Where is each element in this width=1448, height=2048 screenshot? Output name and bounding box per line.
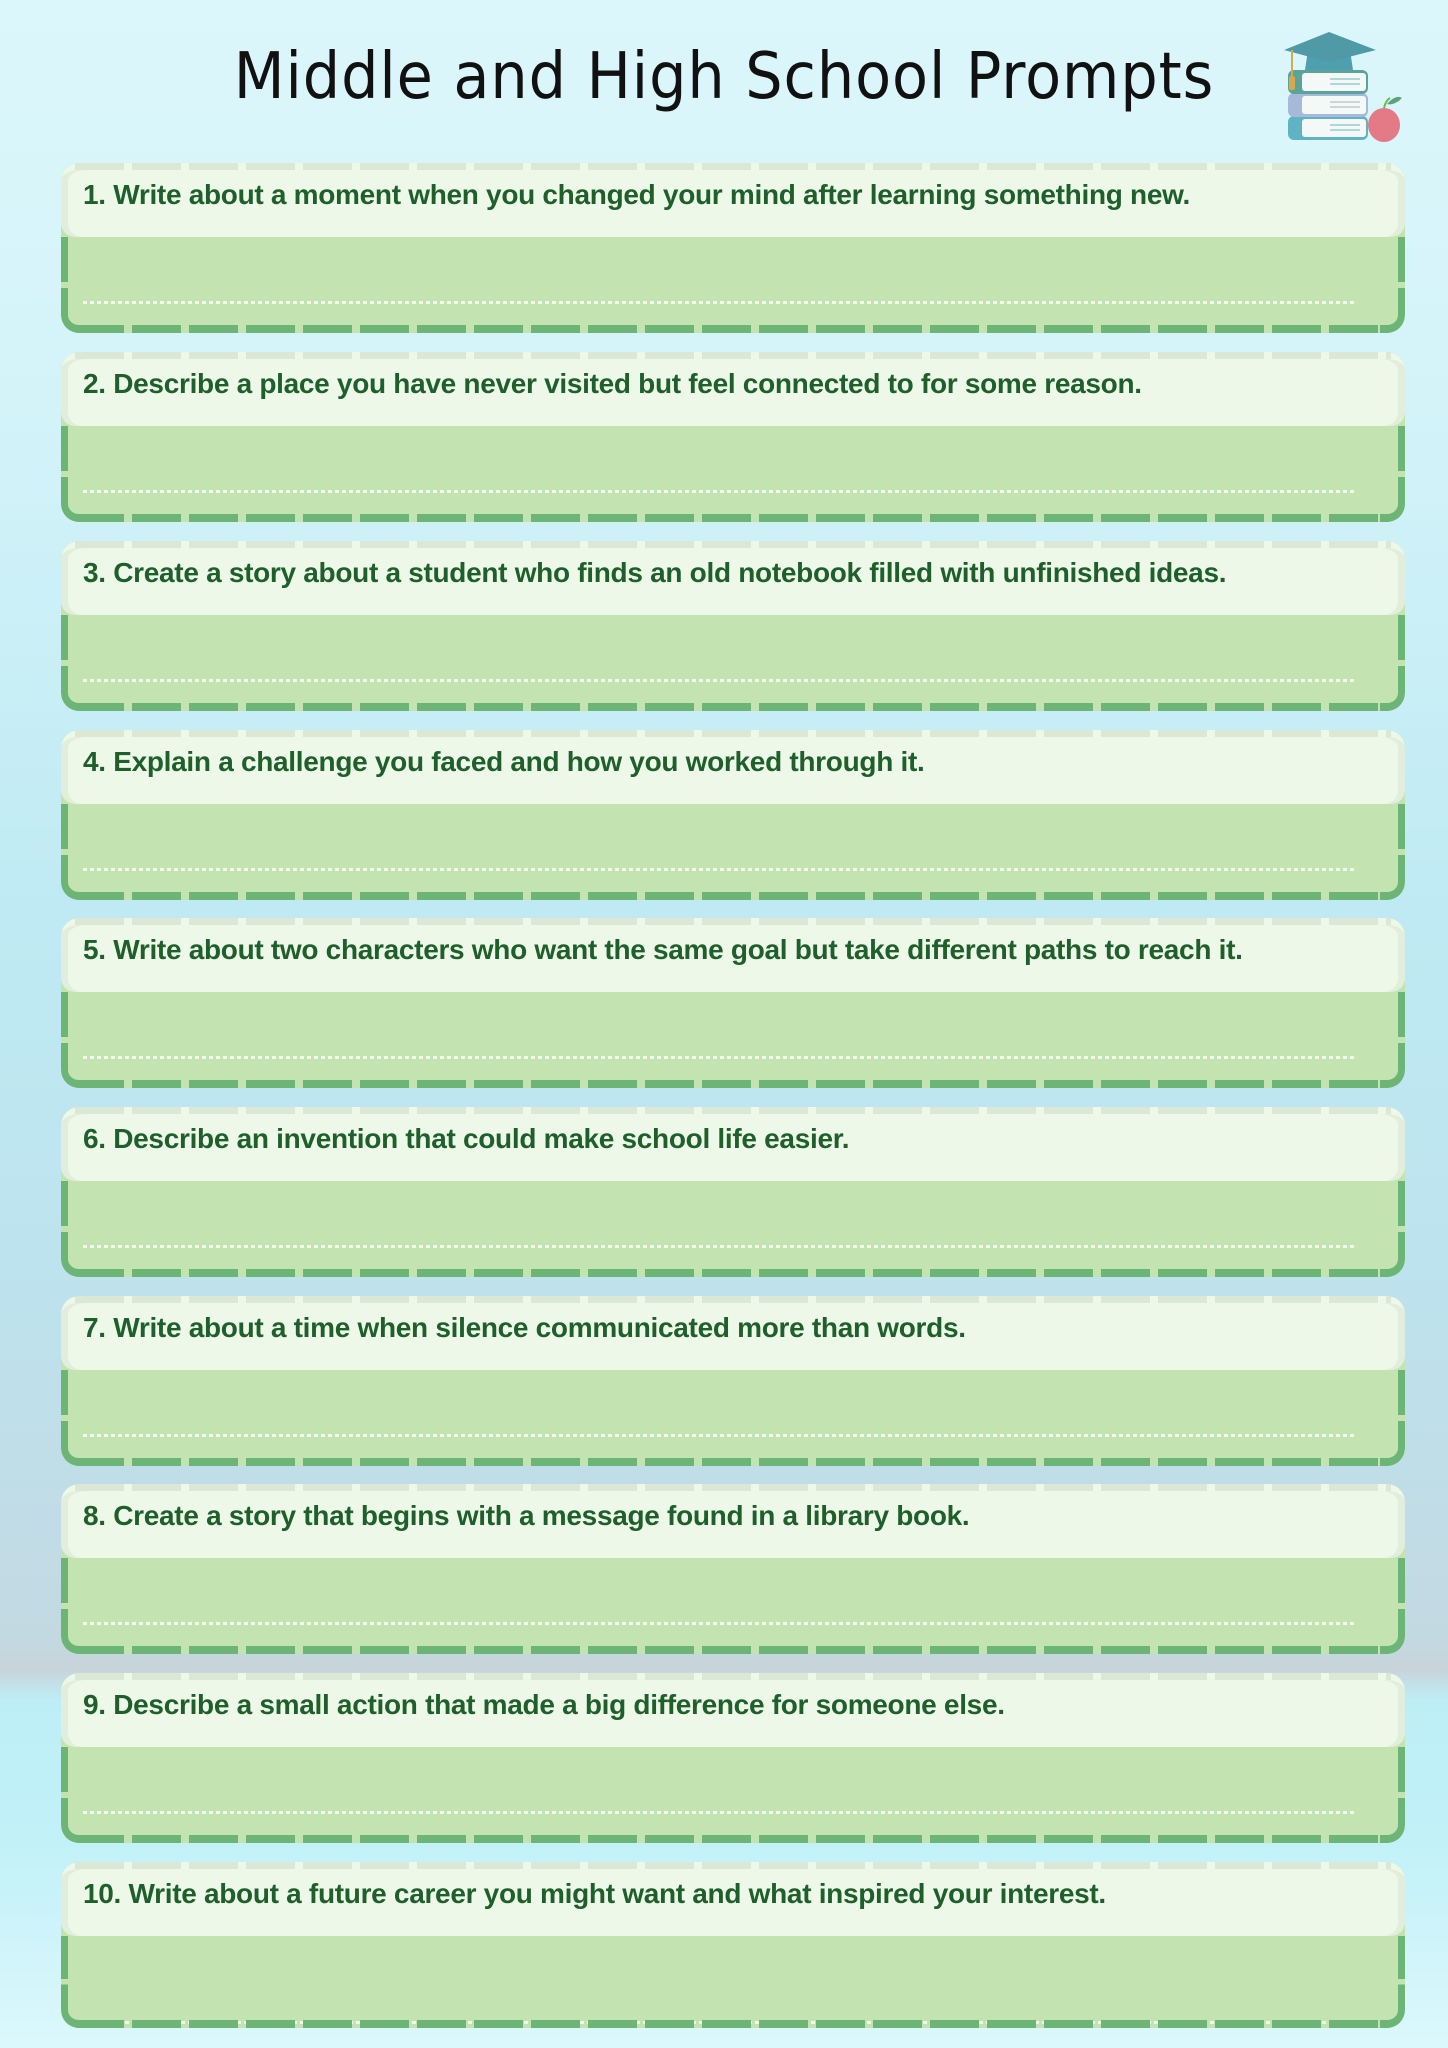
page-title: Middle and High School Prompts (233, 40, 1215, 114)
answer-line[interactable] (83, 868, 1357, 871)
prompt-card-2 (61, 352, 1405, 522)
prompt-card-6 (61, 1107, 1405, 1277)
prompt-card-10 (61, 1862, 1405, 2028)
prompt-text: 9. Describe a small action that made a big difference for someone else. (83, 1689, 1005, 1720)
prompt-text: 5. Write about two characters who want the same goal but take different paths to reach it. (83, 934, 1243, 965)
prompt-text: 7. Write about a time when silence communicated more than words. (83, 1312, 966, 1343)
prompt-card-3 (61, 541, 1405, 711)
prompt-card-4 (61, 730, 1405, 900)
prompt-card-1 (61, 163, 1405, 333)
prompt-card-8 (61, 1484, 1405, 1654)
answer-line[interactable] (83, 1811, 1357, 1814)
prompt-text: 2. Describe a place you have never visited but feel connected to for some reason. (83, 368, 1142, 399)
books-graduation-cap-apple-icon (1280, 30, 1410, 145)
prompt-card-9 (61, 1673, 1405, 1843)
answer-line[interactable] (83, 1622, 1357, 1625)
answer-line[interactable] (83, 1434, 1357, 1437)
prompt-text: 6. Describe an invention that could make school life easier. (83, 1123, 850, 1154)
prompt-text: 10. Write about a future career you might want and what inspired your interest. (83, 1878, 1106, 1909)
answer-line[interactable] (83, 490, 1357, 493)
answer-line[interactable] (83, 1245, 1357, 1248)
prompt-card-5 (61, 918, 1405, 1088)
answer-line[interactable] (83, 301, 1357, 304)
prompt-text: 8. Create a story that begins with a message found in a library book. (83, 1500, 970, 1531)
prompt-card-7 (61, 1296, 1405, 1466)
prompt-text: 4. Explain a challenge you faced and how you worked through it. (83, 746, 925, 777)
prompt-text: 1. Write about a moment when you changed your mind after learning something new. (83, 179, 1191, 210)
answer-line[interactable] (83, 1056, 1357, 1059)
prompt-text: 3. Create a story about a student who finds an old notebook filled with unfinished ideas. (83, 557, 1227, 588)
answer-line[interactable] (83, 679, 1357, 682)
